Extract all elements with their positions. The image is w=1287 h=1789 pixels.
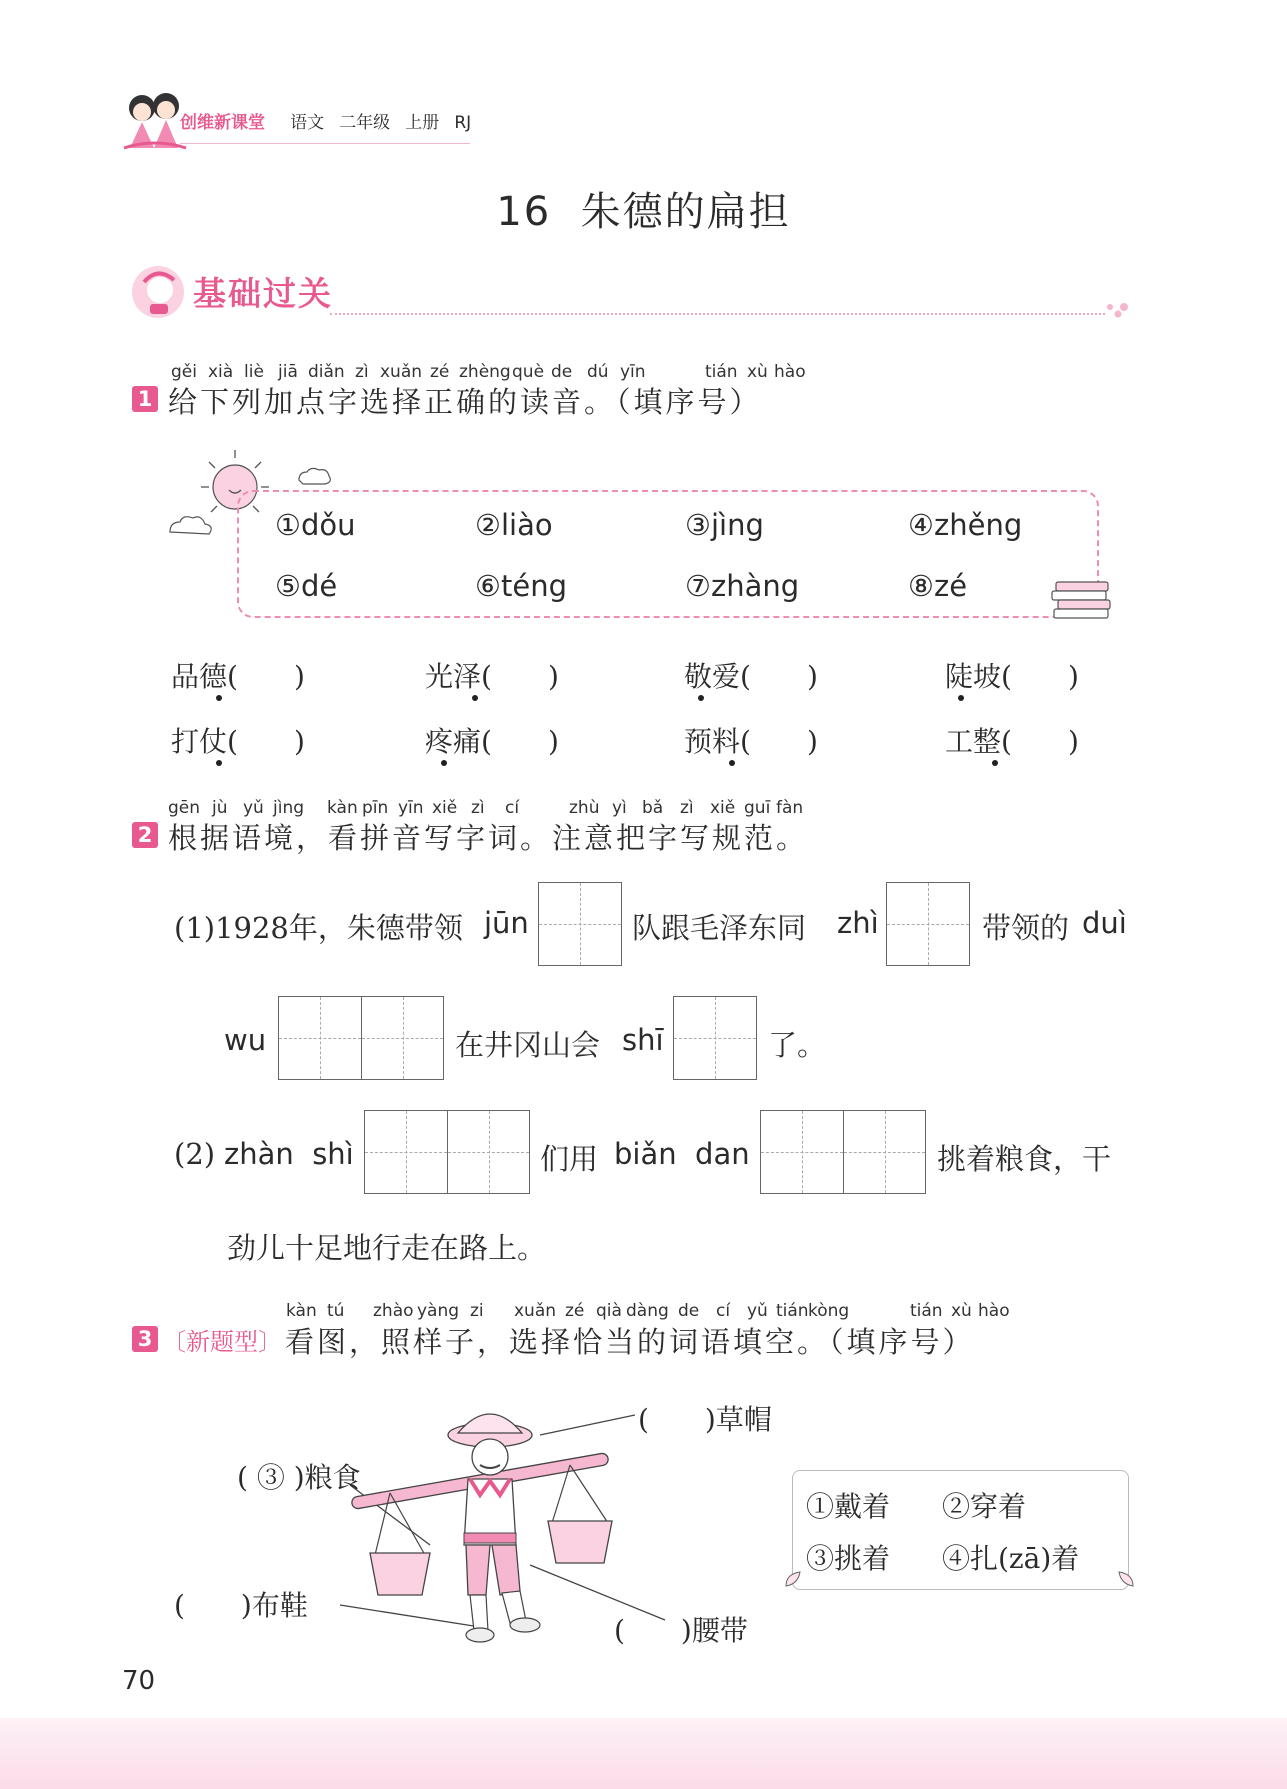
q1-pinyin-3: liè	[244, 362, 264, 382]
q2-s2-pinyin-biandan: biǎn dan	[614, 1137, 750, 1171]
q3-pinyin-6: xuǎn	[514, 1301, 557, 1321]
q3-pinyin-5: zi	[470, 1301, 484, 1321]
q3-label-shoes: ( )布鞋	[174, 1589, 308, 1622]
q2-s1-text-b: 队跟毛泽东同	[632, 911, 807, 945]
page-number: 70	[122, 1666, 156, 1696]
q2-pinyin-10: cí	[505, 798, 520, 818]
q1-pinyin-8: zé	[430, 362, 450, 382]
writing-box-duiwu[interactable]	[278, 996, 444, 1080]
q2-pinyin-16: guī	[744, 798, 771, 818]
q2-s1-pinyin-jun: jūn	[484, 906, 529, 940]
q1-word-2: 光泽( )	[425, 660, 559, 693]
q1-pinyin-15: xù	[747, 362, 768, 382]
q1-word-6: 疼痛( )	[425, 725, 559, 758]
q3-pinyin-4: yàng	[417, 1301, 460, 1321]
q2-s1-pinyin-wu: wu	[224, 1023, 267, 1057]
q2-number: 2	[132, 822, 158, 848]
q1-pinyin-2: xià	[208, 362, 234, 382]
q3-label-belt: ( )腰带	[614, 1614, 748, 1647]
emphasis-dot	[958, 695, 964, 701]
q3-choice-3: ③挑着	[806, 1542, 891, 1575]
q2-s2-text-d: 劲儿十足地行走在路上。	[227, 1231, 547, 1265]
leaf-icon	[1117, 1570, 1135, 1588]
header-underline	[180, 143, 470, 144]
q2-pinyin-15: xiě	[710, 798, 736, 818]
q1-option-2: ②liào	[475, 508, 553, 542]
q1-word-8: 工整( )	[945, 725, 1079, 758]
writing-box-zhi[interactable]	[886, 882, 970, 966]
q2-pinyin-7: yīn	[398, 798, 424, 818]
page-title: 16 朱德的扁担	[496, 189, 791, 235]
q1-pinyin-4: jiā	[278, 362, 298, 382]
q3-pinyin-8: qià	[596, 1301, 622, 1321]
q3-choice-1: ①戴着	[806, 1490, 891, 1523]
writing-box-shi[interactable]	[673, 996, 757, 1080]
q2-s2-text-b: 们用	[540, 1142, 599, 1176]
writing-box-zhanshi[interactable]	[364, 1110, 530, 1194]
q2-s1-pinyin-zhi: zhì	[837, 906, 879, 940]
q2-s1-pinyin-shi: shī	[622, 1023, 664, 1057]
q1-prompt: 给下列加点字选择正确的读音。（填序号）	[168, 385, 762, 419]
q1-pinyin-5: diǎn	[308, 362, 345, 382]
q1-pinyin-12: dú	[587, 362, 609, 382]
emphasis-dot	[729, 760, 735, 766]
q3-pinyin-2: tú	[327, 1301, 345, 1321]
q2-pinyin-3: yǔ	[243, 798, 264, 818]
q1-pinyin-1: gěi	[171, 362, 197, 382]
q1-option-1: ①dǒu	[275, 508, 356, 542]
q2-s1-text-e: 了。	[768, 1028, 827, 1062]
q1-word-7: 预料( )	[684, 725, 818, 758]
writing-box-jun[interactable]	[538, 882, 622, 966]
books-icon	[1050, 578, 1116, 628]
q2-pinyin-2: jù	[212, 798, 228, 818]
q2-pinyin-11: zhù	[569, 798, 600, 818]
q1-pinyin-16: hào	[774, 362, 806, 382]
q3-pinyin-13: tián	[776, 1301, 809, 1321]
q2-pinyin-13: bǎ	[642, 798, 664, 818]
q2-prompt: 根据语境，看拼音写字词。注意把字写规范。	[168, 821, 809, 855]
footer-band	[0, 1718, 1287, 1789]
q2-pinyin-12: yì	[612, 798, 627, 818]
q3-pinyin-3: zhào	[373, 1301, 414, 1321]
q2-s1-text-a: (1)1928年，朱德带领	[174, 911, 463, 945]
q3-pinyin-11: cí	[716, 1301, 731, 1321]
divider-dots-icon	[1104, 300, 1130, 320]
subject: 语文	[290, 113, 325, 133]
writing-box-biandan[interactable]	[760, 1110, 926, 1194]
q3-pinyin-15: tián	[910, 1301, 943, 1321]
q1-option-3: ③jìng	[685, 508, 764, 542]
q2-pinyin-14: zì	[680, 798, 694, 818]
q2-pinyin-9: zì	[471, 798, 485, 818]
q3-pinyin-7: zé	[565, 1301, 585, 1321]
q1-pinyin-13: yīn	[620, 362, 646, 382]
q1-pinyin-14: tián	[705, 362, 738, 382]
q3-pinyin-14: kòng	[808, 1301, 850, 1321]
q3-pinyin-16: xù	[951, 1301, 972, 1321]
header-bar	[180, 108, 471, 133]
q2-pinyin-8: xiě	[432, 798, 458, 818]
q2-s1-text-d: 在井冈山会	[455, 1028, 601, 1062]
q3-label-grain: ( ③ )粮食	[237, 1461, 361, 1494]
q3-new-type-tag: 〔新题型〕	[162, 1328, 282, 1356]
q1-option-6: ⑥téng	[475, 569, 567, 603]
emphasis-dot	[992, 760, 998, 766]
q1-word-4: 陡坡( )	[945, 660, 1079, 693]
q1-number: 1	[132, 386, 158, 412]
q1-option-8: ⑧zé	[908, 569, 968, 603]
q2-s2-pinyin-zhanshi: zhàn shì	[224, 1137, 354, 1171]
q2-s1-text-c: 带领的	[982, 911, 1070, 945]
q1-word-1: 品德( )	[171, 660, 305, 693]
q2-pinyin-4: jìng	[273, 798, 305, 818]
q3-pinyin-10: de	[678, 1301, 700, 1321]
q2-pinyin-1: gēn	[168, 798, 201, 818]
section-mascot-icon	[130, 264, 186, 320]
emphasis-dot	[216, 760, 222, 766]
q1-word-3: 敬爱( )	[684, 660, 818, 693]
volume: 上册	[405, 113, 440, 133]
q1-pinyin-9: zhèng	[459, 362, 511, 382]
q1-word-5: 打仗( )	[171, 725, 305, 758]
q2-pinyin-17: fàn	[776, 798, 804, 818]
emphasis-dot	[216, 695, 222, 701]
section-divider	[330, 313, 1105, 315]
grade: 二年级	[339, 113, 391, 133]
q1-option-4: ④zhěng	[908, 508, 1023, 542]
emphasis-dot	[472, 695, 478, 701]
q1-pinyin-10: què	[512, 362, 545, 382]
q1-pinyin-6: zì	[355, 362, 369, 382]
leaf-icon	[784, 1570, 802, 1588]
brand-name: 创维新课堂	[180, 113, 265, 133]
q3-prompt: 看图，照样子，选择恰当的词语填空。（填序号）	[285, 1325, 975, 1359]
section-title: 基础过关	[193, 274, 333, 313]
q3-pinyin-1: kàn	[286, 1301, 317, 1321]
q1-pinyin-7: xuǎn	[380, 362, 423, 382]
q3-pinyin-9: dàng	[626, 1301, 669, 1321]
q3-pinyin-17: hào	[978, 1301, 1010, 1321]
q1-option-5: ⑤dé	[275, 569, 338, 603]
edition: RJ	[454, 113, 472, 133]
q1-option-7: ⑦zhàng	[685, 569, 800, 603]
q2-s2-text-c: 挑着粮食，干	[937, 1142, 1112, 1176]
q2-pinyin-6: pīn	[362, 798, 389, 818]
q3-pinyin-12: yǔ	[747, 1301, 768, 1321]
emphasis-dot	[441, 760, 447, 766]
q3-choice-2: ②穿着	[942, 1490, 1027, 1523]
emphasis-dot	[698, 695, 704, 701]
q3-label-hat: ( )草帽	[638, 1403, 772, 1436]
q3-choice-4: ④扎(zā)着	[942, 1542, 1080, 1575]
q2-s1-pinyin-dui: duì	[1082, 906, 1127, 940]
q2-s2-text-a: (2)	[174, 1137, 216, 1171]
q1-pinyin-11: de	[551, 362, 573, 382]
q2-pinyin-5: kàn	[327, 798, 358, 818]
q3-number: 3	[132, 1326, 158, 1352]
